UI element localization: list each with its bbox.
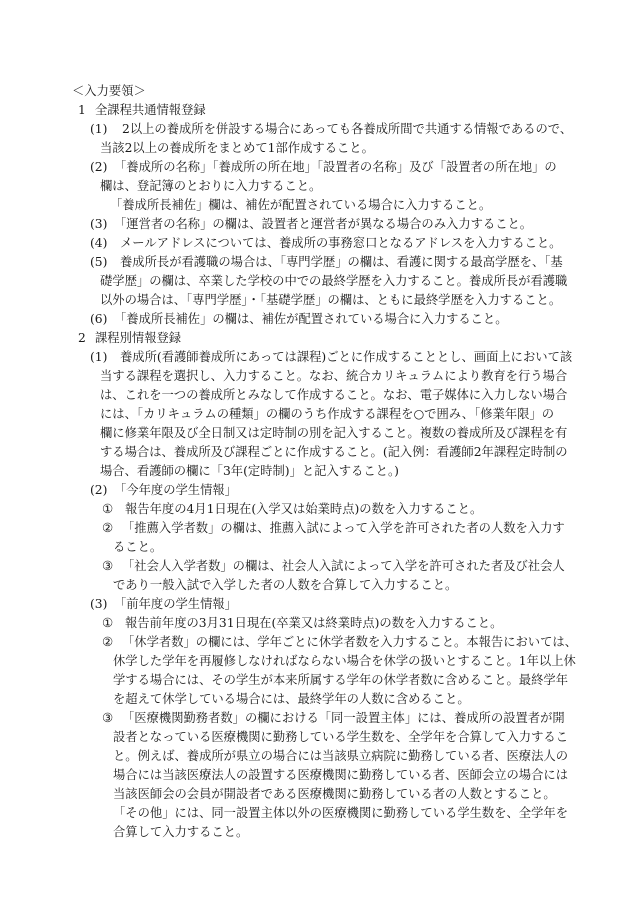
section-title: 課程別情報登録 (95, 331, 182, 345)
subitem-text: 「休学者数」の欄には、学年ごとに休学者数を入力すること。本報告においては、 (122, 635, 577, 649)
subitem-text: 設者となっている医療機関に勤務している学生数を、全学年を合算して入力するこ (113, 730, 568, 744)
item-text: 「今年度の学生情報」 (114, 483, 237, 497)
subitem-line (0, 557, 630, 576)
item-text: 「前年度の学生情報」 (114, 597, 237, 611)
section-2-heading (0, 329, 630, 348)
subitem-marker: ③ (102, 711, 114, 725)
subitem-marker: ② (102, 635, 114, 649)
item-line (0, 234, 630, 253)
subitem-line (0, 500, 630, 519)
item-text: 当該2以上の養成所をまとめて1部作成すること。 (100, 141, 374, 155)
item-line (0, 177, 630, 196)
item-line (0, 348, 630, 367)
item-text: 当する課程を選択し、入力すること。なお、統合カリキュラムにより教育を行う場合 (100, 369, 568, 383)
item-text: 「養成所の名称」「養成所の所在地」「設置者の名称」及び「設置者の所在地」の (114, 160, 557, 174)
subitem-text: 「医療機関勤務者数」の欄における「同一設置主体」には、養成所の設置者が開 (122, 711, 565, 725)
item-text: 「養成所長補佐」欄は、補佐が配置されている場合に入力すること。 (110, 198, 492, 212)
section-1-heading (0, 101, 630, 120)
section-title: 全課程共通情報登録 (95, 103, 206, 117)
item-text: メールアドレスについては、養成所の事務窓口となるアドレスを入力すること。 (120, 236, 562, 250)
item-text: 「養成所長補佐」の欄は、補佐が配置されている場合に入力すること。 (114, 312, 508, 326)
item-line (0, 120, 630, 139)
item-line (0, 291, 630, 310)
subitem-line (0, 785, 630, 804)
subitem-text: 「社会人入学者数」の欄は、社会人入試によって入学を許可された者及び社会人 (122, 559, 565, 573)
subitem-text: 場合には当該医療法人の設置する医療機関に勤務している者、医師会立の場合には (113, 768, 568, 782)
item-text: 場合、看護師の欄に「3年(定時制)」と記入すること。) (100, 464, 399, 478)
document-title: ＜入力要領＞ (72, 84, 146, 98)
item-marker: (6) (90, 312, 108, 326)
item-line (0, 443, 630, 462)
item-text: は、これを一つの養成所とみなして作成すること。なお、電子媒体に入力しない場合 (100, 388, 568, 402)
subitem-line (0, 633, 630, 652)
item-text: 欄は、登記簿のとおりに入力すること。 (100, 179, 322, 193)
subitem-line (0, 519, 630, 538)
item-text: には、「カリキュラムの種類」の欄のうち作成する課程を○で囲み、「修業年限」の (100, 407, 555, 421)
section-number: 2 (78, 331, 86, 345)
document-title-row (0, 82, 630, 101)
item-line (0, 310, 630, 329)
item-marker: (1) (90, 350, 108, 364)
item-text: 「運営者の名称」の欄は、設置者と運営者が異なる場合のみ入力すること。 (114, 217, 533, 231)
item-text: 養成所長が看護職の場合は、「専門学歴」の欄は、看護に関する最高学歴を、「基 (120, 255, 563, 269)
subitem-line (0, 538, 630, 557)
subitem-text: ること。 (113, 540, 163, 554)
subitem-marker: ③ (102, 559, 114, 573)
subitem-line (0, 671, 630, 690)
item-text: 養成所(看護師養成所にあっては課程)ごとに作成することとし、画面上において該 (120, 350, 573, 364)
subitem-line (0, 747, 630, 766)
subitem-text: 合算して入力すること。 (113, 825, 249, 839)
item-line (0, 595, 630, 614)
item-marker: (2) (90, 160, 108, 174)
item-marker: (3) (90, 597, 108, 611)
item-line (0, 481, 630, 500)
item-line (0, 405, 630, 424)
subitem-text: 学する場合には、その学生が本来所属する学年の休学者数に含めること。最終学年 (113, 673, 568, 687)
subitem-line (0, 804, 630, 823)
subitem-text: 報告年度の4月1日現在(入学又は始業時点)の数を入力すること。 (125, 502, 483, 516)
item-line (0, 253, 630, 272)
subitem-text: を超えて休学している場合には、最終学年の人数に含めること。 (113, 692, 470, 706)
item-marker: (4) (90, 236, 108, 250)
section-number: 1 (78, 103, 86, 117)
item-line (0, 386, 630, 405)
subitem-text: 報告前年度の3月31日現在(卒業又は終業時点)の数を入力すること。 (125, 616, 503, 630)
item-line (0, 272, 630, 291)
item-line (0, 139, 630, 158)
subitem-text: と。例えば、養成所が県立の場合には当該県立病院に勤務している者、医療法人の (113, 749, 568, 763)
item-marker: (3) (90, 217, 108, 231)
subitem-marker: ② (102, 521, 114, 535)
subitem-line (0, 766, 630, 785)
item-text: 以外の場合は、「専門学歴」・「基礎学歴」の欄は、ともに最終学歴を入力すること。 (100, 293, 562, 307)
subitem-line (0, 690, 630, 709)
item-line (0, 215, 630, 234)
item-text: 欄に修業年限及び全日制又は定時制の別を記入すること。複数の養成所及び課程を有 (100, 426, 568, 440)
subitem-text: であり一般入試で入学した者の人数を合算して入力すること。 (113, 578, 458, 592)
subitem-marker: ① (102, 616, 114, 630)
subitem-marker: ① (102, 502, 114, 516)
item-line (0, 462, 630, 481)
subitem-text: 「その他」には、同一設置主体以外の医療機関に勤務している学生数を、全学年を (113, 806, 568, 820)
subitem-line (0, 652, 630, 671)
item-text: する場合は、養成所及び課程ごとに作成すること。(記入例：看護師2年課程定時制の (100, 445, 568, 459)
subitem-line (0, 614, 630, 633)
item-text: 礎学歴」の欄は、卒業した学校の中での最終学歴を入力すること。養成所長が看護職 (100, 274, 568, 288)
item-marker: (1) (90, 122, 108, 136)
item-line (0, 196, 630, 215)
subitem-text: 休学した学年を再履修しなければならない場合を休学の扱いとすること。1年以上休 (113, 654, 576, 668)
subitem-text: 当該医師会の会員が開設者である医療機関に勤務している者の人数とすること。 (113, 787, 556, 801)
subitem-line (0, 823, 630, 842)
subitem-line (0, 576, 630, 595)
item-marker: (5) (90, 255, 108, 269)
item-marker: (2) (90, 483, 108, 497)
item-line (0, 367, 630, 386)
subitem-text: 「推薦入学者数」の欄は、推薦入試によって入学を許可された者の人数を入力す (122, 521, 565, 535)
subitem-line (0, 728, 630, 747)
subitem-line (0, 709, 630, 728)
item-line (0, 158, 630, 177)
item-text: 2以上の養成所を併設する場合にあっても各養成所間で共通する情報であるので、 (122, 122, 573, 136)
item-line (0, 424, 630, 443)
